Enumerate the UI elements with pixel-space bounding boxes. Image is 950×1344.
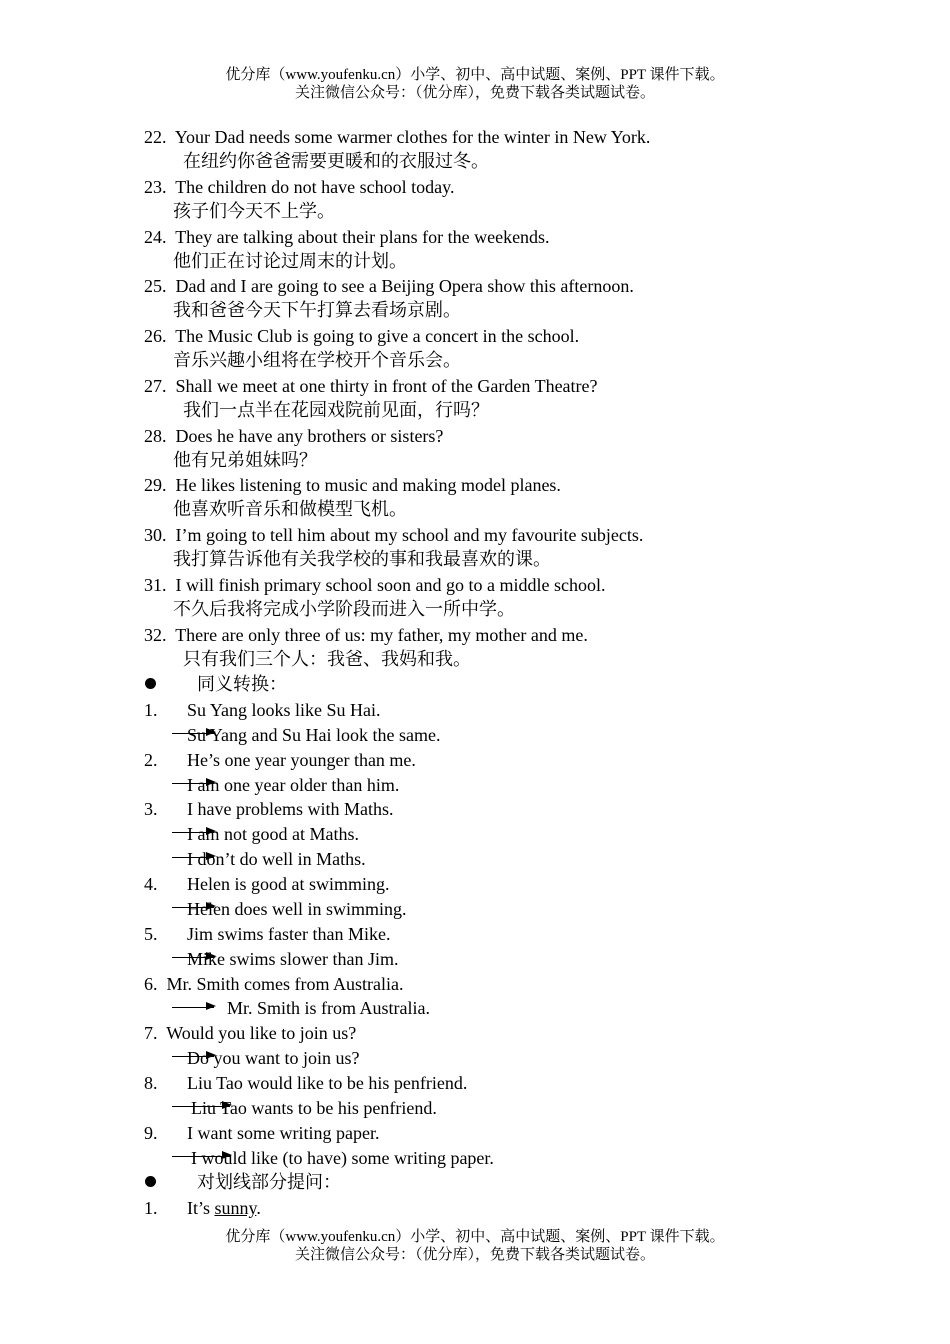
- synonym-item-6-text: Mr. Smith comes from Australia.: [166, 974, 404, 994]
- sentence-number: 26.: [144, 326, 167, 346]
- synonym-item-4-num: 4.: [144, 874, 158, 894]
- sentence-text: The Music Club is going to give a concert in the school.: [175, 326, 580, 346]
- arrow-icon: [172, 832, 214, 833]
- header-line-2: 关注微信公众号：（优分库），免费下载各类试题试卷。: [294, 85, 655, 101]
- question-item-1-suffix: .: [256, 1198, 261, 1218]
- sentence-number: 24.: [144, 227, 167, 247]
- underlined-word: sunny: [214, 1198, 257, 1218]
- sentence-29-en: [144, 474, 561, 496]
- sentence-32-zh: 只有我们三个人：我爸、我妈和我。: [183, 649, 471, 669]
- footer-line-2: 关注微信公众号：（优分库），免费下载各类试题试卷。: [294, 1247, 655, 1263]
- synonym-item-2-num: 2.: [144, 750, 158, 770]
- arrow-icon: [172, 783, 214, 784]
- sentence-number: 31.: [144, 575, 167, 595]
- sentence-text: He likes listening to music and making model planes.: [175, 475, 561, 495]
- arrow-icon: [172, 733, 214, 734]
- section-title-question: 对划线部分提问：: [197, 1172, 341, 1192]
- synonym-item-3-answer-2: I don’t do well in Maths.: [187, 849, 366, 869]
- sentence-number: 28.: [144, 426, 167, 446]
- sentence-29-zh: 他喜欢听音乐和做模型飞机。: [173, 499, 407, 519]
- synonym-item-9-num: 9.: [144, 1123, 158, 1143]
- sentence-text: They are talking about their plans for the weekends.: [175, 227, 550, 247]
- arrow-icon: [172, 1156, 230, 1157]
- page-header: [0, 66, 950, 102]
- sentence-25-en: [144, 275, 634, 297]
- synonym-item-4-text: Helen is good at swimming.: [187, 874, 390, 894]
- synonym-item-1-num: 1.: [144, 700, 158, 720]
- sentence-28-zh: 他有兄弟姐妹吗？: [173, 450, 317, 470]
- synonym-item-3-num: 3.: [144, 799, 158, 819]
- sentence-text: I’m going to tell him about my school and my favourite subjects.: [175, 525, 644, 545]
- synonym-item-7-text: Would you like to join us?: [166, 1023, 357, 1043]
- synonym-item-1-text: Su Yang looks like Su Hai.: [187, 700, 381, 720]
- synonym-item-3-answer-1: I am not good at Maths.: [187, 824, 359, 844]
- synonym-item-1-answer: Su Yang and Su Hai look the same.: [187, 725, 441, 745]
- arrow-icon: [172, 957, 214, 958]
- arrow-icon: [172, 1056, 214, 1057]
- sentence-text: Does he have any brothers or sisters?: [175, 426, 444, 446]
- sentence-32-en: [144, 624, 588, 646]
- sentence-text: There are only three of us: my father, my mother and me.: [175, 625, 588, 645]
- synonym-item-2-answer: I am one year older than him.: [187, 775, 400, 795]
- synonym-item-7-answer: Do you want to join us?: [187, 1048, 360, 1068]
- sentence-text: I will finish primary school soon and go to a middle school.: [175, 575, 606, 595]
- synonym-item-8-answer: Liu Tao wants to be his penfriend.: [191, 1098, 437, 1118]
- sentence-26-en: [144, 325, 579, 347]
- sentence-27-en: [144, 375, 598, 397]
- sentence-22-en: [144, 126, 650, 148]
- bullet-icon: [145, 678, 156, 689]
- arrow-icon: [172, 907, 214, 908]
- sentence-text: Dad and I are going to see a Beijing Opera show this afternoon.: [175, 276, 634, 296]
- sentence-31-en: [144, 574, 605, 596]
- sentence-number: 29.: [144, 475, 167, 495]
- synonym-item-6: [144, 973, 403, 995]
- sentence-number: 22.: [144, 127, 167, 147]
- sentence-23-en: [144, 176, 454, 198]
- question-item-1-prefix: It’s: [187, 1198, 215, 1218]
- page-footer: [0, 1228, 950, 1264]
- synonym-item-8-text: Liu Tao would like to be his penfriend.: [187, 1073, 468, 1093]
- sentence-number: 23.: [144, 177, 167, 197]
- sentence-25-zh: 我和爸爸今天下午打算去看场京剧。: [173, 300, 461, 320]
- bullet-icon: [145, 1176, 156, 1187]
- sentence-31-zh: 不久后我将完成小学阶段而进入一所中学。: [173, 599, 515, 619]
- sentence-24-en: [144, 226, 550, 248]
- question-item-1-num: 1.: [144, 1198, 158, 1218]
- sentence-30-zh: 我打算告诉他有关我学校的事和我最喜欢的课。: [173, 549, 551, 569]
- synonym-item-7: [144, 1022, 356, 1044]
- footer-line-1: 优分库（www.youfenku.cn）小学、初中、高中试题、案例、PPT 课件下载。: [225, 1229, 725, 1245]
- sentence-text: Shall we meet at one thirty in front of the Garden Theatre?: [175, 376, 598, 396]
- sentence-number: 25.: [144, 276, 167, 296]
- sentence-23-zh: 孩子们今天不上学。: [173, 201, 335, 221]
- arrow-icon: [172, 1106, 230, 1107]
- section-title-synonym: 同义转换：: [197, 674, 287, 694]
- synonym-item-2-text: He’s one year younger than me.: [187, 750, 416, 770]
- sentence-text: Your Dad needs some warmer clothes for the winter in New York.: [174, 127, 651, 147]
- question-item-1-text: [187, 1197, 261, 1219]
- sentence-26-zh: 音乐兴趣小组将在学校开个音乐会。: [173, 350, 461, 370]
- synonym-item-7-num: 7.: [144, 1023, 158, 1043]
- synonym-item-3-text: I have problems with Maths.: [187, 799, 394, 819]
- header-line-1: 优分库（www.youfenku.cn）小学、初中、高中试题、案例、PPT 课件下载。: [225, 67, 725, 83]
- sentence-24-zh: 他们正在讨论过周末的计划。: [173, 251, 407, 271]
- arrow-icon: [172, 857, 214, 858]
- synonym-item-4-answer: Helen does well in swimming.: [187, 899, 407, 919]
- sentence-28-en: [144, 425, 443, 447]
- synonym-item-9-text: I want some writing paper.: [187, 1123, 380, 1143]
- sentence-27-zh: 我们一点半在花园戏院前见面，行吗？: [183, 400, 489, 420]
- sentence-30-en: [144, 524, 643, 546]
- sentence-number: 30.: [144, 525, 167, 545]
- arrow-icon: [172, 1007, 214, 1008]
- synonym-item-6-answer: Mr. Smith is from Australia.: [227, 998, 431, 1018]
- synonym-item-6-num: 6.: [144, 974, 158, 994]
- synonym-item-5-answer: Mike swims slower than Jim.: [187, 949, 399, 969]
- sentence-number: 32.: [144, 625, 167, 645]
- synonym-item-5-num: 5.: [144, 924, 158, 944]
- sentence-number: 27.: [144, 376, 167, 396]
- sentence-22-zh: 在纽约你爸爸需要更暖和的衣服过冬。: [183, 151, 489, 171]
- synonym-item-8-num: 8.: [144, 1073, 158, 1093]
- synonym-item-9-answer: I would like (to have) some writing paper.: [191, 1148, 494, 1168]
- sentence-text: The children do not have school today.: [175, 177, 455, 197]
- synonym-item-5-text: Jim swims faster than Mike.: [187, 924, 391, 944]
